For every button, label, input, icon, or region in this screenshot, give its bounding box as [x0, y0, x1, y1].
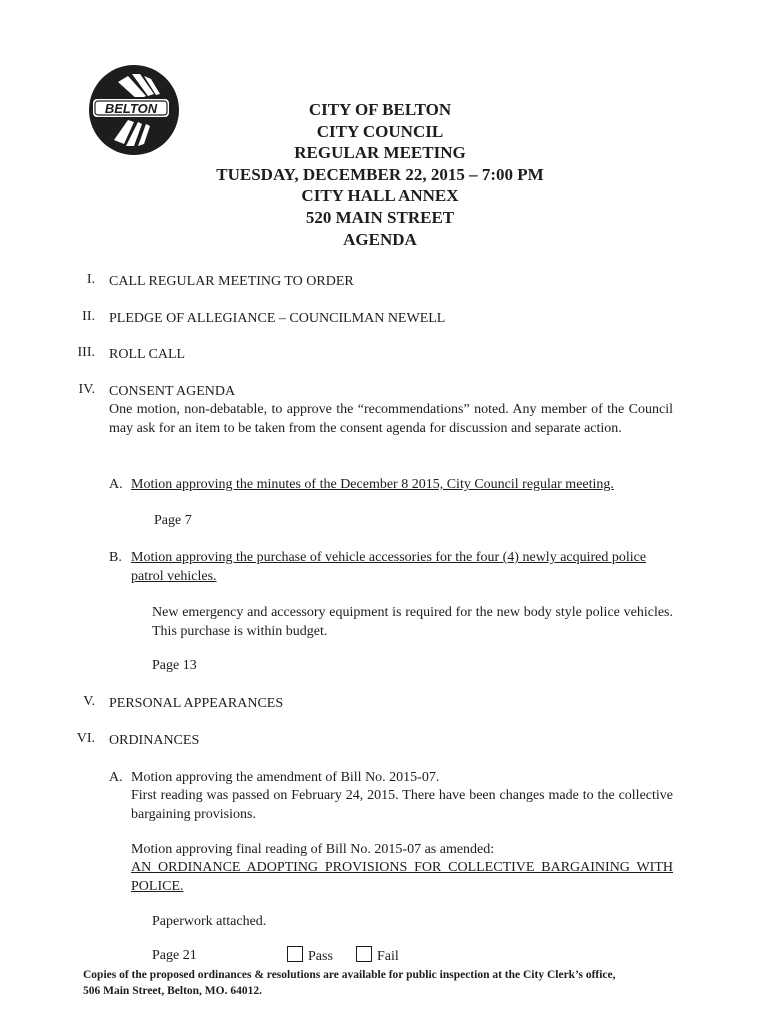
ordinance-title: AN ORDINANCE ADOPTING PROVISIONS FOR COLLECTIVE BARGAINING WITH POLICE. — [131, 860, 673, 894]
page-reference: Page 7 — [154, 513, 192, 528]
logo-text: BELTON — [104, 101, 158, 116]
header-meeting-type: REGULAR MEETING — [294, 143, 466, 163]
ordinance-motion: Motion approving final reading of Bill No. 2015-07 as amended: — [131, 842, 495, 857]
footer-line-2: 506 Main Street, Belton, MO. 64012. — [83, 985, 262, 997]
section-number: III. — [77, 345, 95, 360]
header-city: CITY OF BELTON — [308, 100, 452, 119]
fail-checkbox[interactable] — [356, 946, 372, 962]
ordinance-item-a-description: First reading was passed on February 24, 2015. There have been changes made to the collective bargaining provisions. — [131, 788, 673, 822]
section-title: PERSONAL APPEARANCES — [109, 696, 284, 711]
header-agenda: AGENDA — [343, 229, 417, 249]
pass-label: Pass — [308, 949, 333, 964]
pass-checkbox[interactable] — [287, 946, 303, 962]
fail-option[interactable] — [356, 946, 399, 966]
section-title: PLEDGE OF ALLEGIANCE – COUNCILMAN NEWELL — [109, 311, 446, 326]
section-title: ROLL CALL — [109, 347, 186, 362]
ordinance-item-a-title: Motion approving the amendment of Bill No. 2015-07. — [131, 770, 440, 785]
page-reference: Page 21 — [152, 948, 197, 963]
section-number: VI. — [76, 731, 95, 746]
consent-item-b-description: New emergency and accessory equipment is required for the new body style police vehicles. This purchase is within budget. — [152, 605, 673, 639]
fail-label: Fail — [377, 949, 399, 964]
section-number: V. — [83, 694, 95, 709]
consent-item-a: Motion approving the minutes of the December 8 2015, City Council regular meeting. — [131, 477, 614, 492]
consent-description: One motion, non-debatable, to approve the “recommendations” noted. Any member of the Council may ask for an item to be taken from the consent agenda for discussion and separate action. — [109, 402, 673, 436]
header-venue: CITY HALL ANNEX — [301, 186, 459, 206]
header-council: CITY COUNCIL — [316, 121, 444, 141]
consent-item-b: Motion approving the purchase of vehicle accessories for the four (4) newly acquired police patrol vehicles. — [131, 550, 647, 584]
section-title: CONSENT AGENDA — [109, 384, 236, 399]
public-inspection-note — [83, 967, 683, 999]
section-number: IV. — [78, 382, 95, 397]
header-date: TUESDAY, DECEMBER 22, 2015 – 7:00 PM — [216, 164, 544, 184]
section-title: CALL REGULAR MEETING TO ORDER — [109, 274, 354, 289]
page-reference: Page 13 — [152, 658, 197, 673]
section-number: II. — [82, 309, 95, 324]
item-letter: B. — [109, 550, 122, 565]
header-address: 520 MAIN STREET — [305, 207, 455, 227]
item-letter: A. — [109, 477, 123, 492]
section-title: ORDINANCES — [109, 733, 200, 748]
pass-option[interactable] — [287, 946, 333, 966]
footer-line-1: Copies of the proposed ordinances & resolutions are available for public inspection at the City Clerk’s office, — [83, 969, 616, 981]
section-number: I. — [86, 272, 95, 287]
city-logo — [88, 64, 180, 156]
agenda-header — [190, 99, 570, 250]
attachment-note: Paperwork attached. — [152, 914, 267, 929]
item-letter: A. — [109, 770, 123, 785]
